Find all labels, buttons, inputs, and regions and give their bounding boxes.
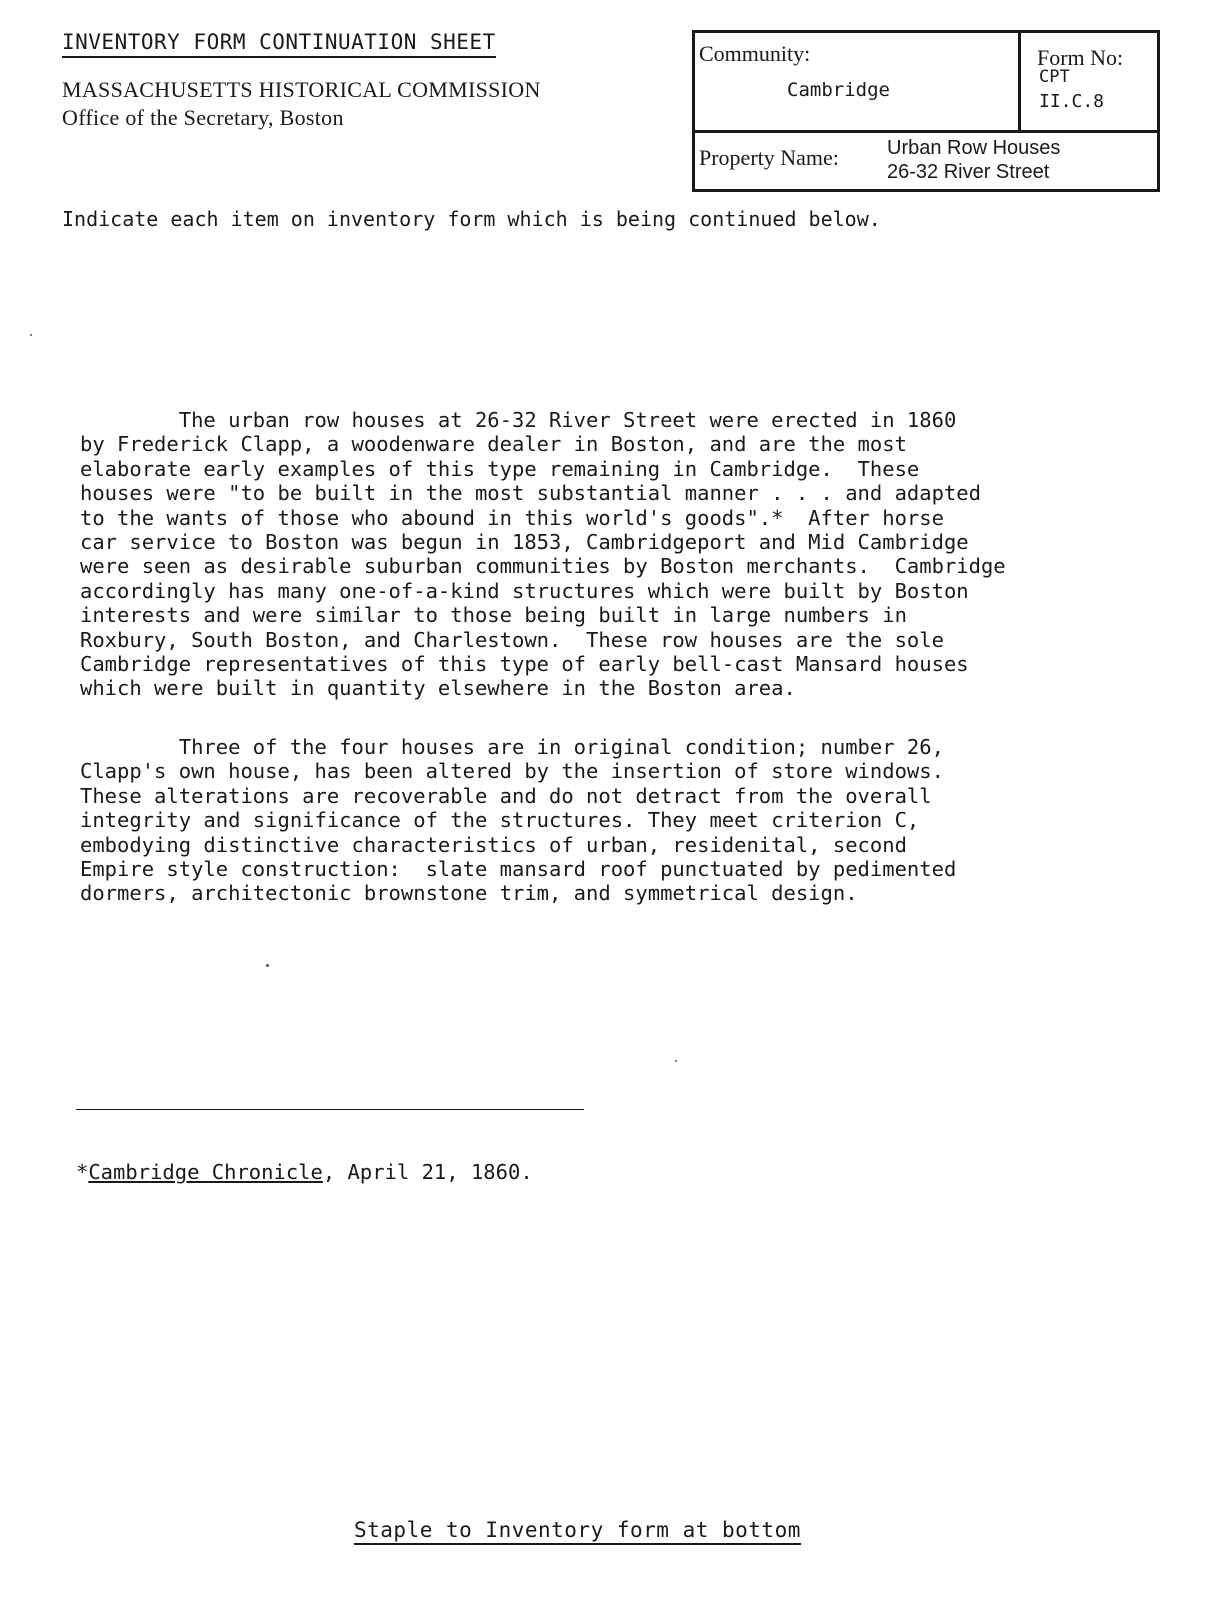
community-value: Cambridge [787, 79, 890, 101]
paper-speck [675, 1060, 677, 1062]
commission-block [62, 76, 622, 132]
property-name-label: Property Name: [699, 145, 839, 170]
form-number-code: CPT [1039, 67, 1070, 87]
community-label: Community: [699, 41, 811, 66]
sheet-header [62, 30, 622, 132]
body-paragraph-2: Three of the four houses are in original condition; number 26, Clapp's own house, has been altered by the insertion of store windows. These alterations are recoverable and do not detract from the overall integrity and significance of the structures. They meet criterion C, embodying distinctive characteristics of urban, residenital, second Empire style construction: slate mansard roof punctuated by pedimented dormers, architectonic brownstone trim, and symmetrical design. [80, 735, 957, 906]
property-name-cell [695, 133, 1157, 189]
property-name-value: Urban Row Houses [887, 137, 1061, 159]
paper-speck [266, 964, 269, 967]
property-address: 26-32 River Street [887, 161, 1050, 183]
info-box [692, 30, 1160, 192]
form-title: INVENTORY FORM CONTINUATION SHEET [62, 30, 496, 58]
office-name: Office of the Secretary, Boston [62, 105, 344, 130]
community-cell [695, 33, 1021, 133]
staple-instruction: Staple to Inventory form at bottom [354, 1518, 801, 1545]
paper-speck [30, 334, 32, 336]
form-number-label: Form No: [1037, 45, 1124, 70]
footnote-source-title: Cambridge Chronicle [88, 1160, 323, 1184]
footnote [76, 1160, 533, 1184]
footnote-date: , April 21, 1860. [322, 1160, 533, 1184]
form-number-cell [1021, 33, 1157, 133]
footnote-divider [76, 1109, 584, 1110]
form-number-value: II.C.8 [1039, 91, 1105, 112]
instruction-line: Indicate each item on inventory form which is being continued below. [62, 207, 881, 231]
body-paragraph-1: The urban row houses at 26-32 River Street were erected in 1860 by Frederick Clapp, a woodenware dealer in Boston, and are the most elaborate early examples of this type remaining in Cambridge. These houses were "to be built in the most substantial manner . . . and adapted to the wants of those who abound in this world's goods".* After horse car service to Boston was begun in 1853, Cambridgeport and Mid Cambridge were seen as desirable suburban communities by Boston merchants. Cambridge accordingly has many one-of-a-kind structures which were built by Boston interests and were similar to those being built in large numbers in Roxbury, South Boston, and Charlestown. These row houses are the sole Cambridge representatives of this type of early bell-cast Mansard houses which were built in quantity elsewhere in the Boston area. [80, 408, 1006, 701]
commission-name: MASSACHUSETTS HISTORICAL COMMISSION [62, 77, 541, 102]
footnote-marker: * [76, 1160, 89, 1184]
